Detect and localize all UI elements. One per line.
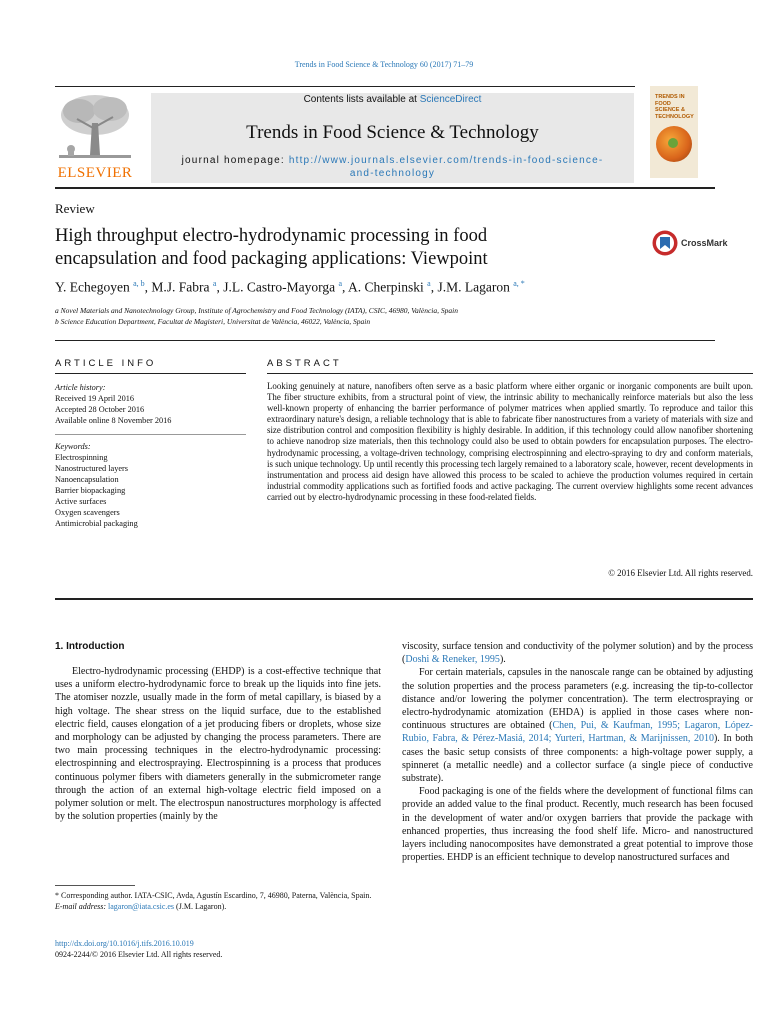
cover-title: TRENDS IN FOOD SCIENCE & TECHNOLOGY — [655, 94, 694, 120]
paragraph-text: ). — [499, 654, 506, 666]
keyword-item: Electrospinning — [55, 453, 108, 462]
body-paragraph: Electro-hydrodynamic processing (EHDP) is a cost-effective technique that uses a uniform electro-hydrodynamic force to break up the liquids into fine jets. The atomiser nozzle, usually made in the form of metal capillary, is biased by a high voltage. The shear stress on the liquid surface, due to the established electric field, causes elongation of a jet producing fibers or droplets, whose size and morphology can be adjusted by changing the process parameters. There are two main processing techniques in the electro-hydrodynamic processing: electrospinning and electrospraying. Electrospinning is a process that produces continuous polymer fibers with diameters generally in the submicrometer range through the action of an external high-voltage electric field imposed on a polymer solution or melt. The electrospun nanostructures morphology is affected by the solution properties (mainly by the — [55, 666, 381, 823]
email-suffix: (J.M. Lagaron). — [174, 901, 227, 911]
keyword-item: Nanoencapsulation — [55, 475, 119, 484]
journal-title: Trends in Food Science & Technology — [246, 122, 539, 143]
abstract-bottom-rule — [55, 598, 753, 600]
article-info-heading: ARTICLE INFO — [55, 358, 157, 369]
author-name[interactable]: J.M. Lagaron — [437, 279, 510, 295]
citation-link[interactable]: Chen, Pui, & Kaufman, 1995; Lagaron, López-Rubio, Fabra, & Pérez-Masiá, 2014; Yurteri, Hartman, & Marijnissen, 2010 — [402, 720, 754, 745]
author-affiliation-mark[interactable]: a — [212, 279, 217, 288]
elsevier-wordmark: ELSEVIER — [57, 165, 133, 181]
author-affiliation-mark[interactable]: a — [427, 279, 431, 288]
homepage-prefix: journal homepage: — [181, 155, 289, 166]
paragraph-text: For certain materials, capsules in the nanoscale range can be obtained by adjusting the solution properties and the process parameters (e.g. increasing the tip-to-collector distance and/or lowering the polymer concentration). The term electrospraying or electro-hydrodynamic atomization (EHDA) is applied in those cases where non-continuous structures are obtained ( — [402, 667, 753, 732]
article-info-rule — [55, 373, 246, 374]
author-name[interactable]: Y. Echegoyen — [55, 279, 130, 295]
sciencedirect-link[interactable]: ScienceDirect — [419, 94, 482, 105]
affiliation-a: a Novel Materials and Nanotechnology Group, Institute of Agrochemistry and Food Technology (IATA), CSIC, 46980, València, Spain — [55, 306, 458, 315]
header-top-rule — [55, 86, 635, 87]
paragraph-text: ). In both cases the basic setup consists of three components: a high-voltage power supply, a spinneret (a metallic needle) and a collector surface (a single piece of conductive substrate). — [402, 733, 753, 785]
citation-link[interactable]: Doshi & Reneker, 1995 — [405, 654, 500, 666]
accepted-date: Accepted 28 October 2016 — [55, 405, 145, 414]
article-type: Review — [55, 201, 95, 216]
homepage-link-part1[interactable]: http://www.journals.elsevier.com/trends-in-food-science- — [288, 155, 604, 166]
body-right-column — [402, 640, 753, 864]
paper-title-line2: encapsulation and food packaging applications: Viewpoint — [55, 249, 488, 269]
article-history — [55, 382, 255, 426]
crossmark-label: CrossMark — [681, 238, 728, 248]
issn-copyright: 0924-2244/© 2016 Elsevier Ltd. All rights reserved. — [55, 949, 223, 959]
paragraph-text: viscosity, surface tension and conductivity of the polymer solution) and by the process ( — [402, 641, 753, 666]
doi-link[interactable]: http://dx.doi.org/10.1016/j.tifs.2016.10.019 — [55, 939, 194, 948]
author-affiliation-mark[interactable]: a, * — [513, 279, 525, 288]
abstract-rule — [267, 373, 753, 374]
crossmark-icon — [652, 230, 678, 256]
body-paragraph: Food packaging is one of the fields where the development of functional films can provide an added value to the final product. Recently, much research has been focused in the development of water and/or oxygen barriers that provide the package with enhanced properties, thus increasing the food shelf life. Micro- and nanostructured layers including nanocomposites have demonstrated a great potential to improve those properties. EHDP is an efficient technique to develop nanostructured surfaces and — [402, 786, 753, 864]
keyword-item: Active surfaces — [55, 497, 107, 506]
section-heading-introduction: 1. Introduction — [55, 641, 125, 652]
author-name[interactable]: J.L. Castro-Mayorga — [223, 279, 336, 295]
email-label: E-mail address: — [55, 901, 109, 911]
journal-cover-image[interactable] — [650, 86, 698, 178]
author-separator: , — [216, 279, 224, 295]
affiliation-b: b Science Education Department, Facultat de Magisteri, Universitat de València, 46022, València, Spain — [55, 317, 371, 326]
paper-title — [55, 225, 615, 271]
keyword-item: Antimicrobial packaging — [55, 519, 138, 528]
keyword-item: Barrier biopackaging — [55, 486, 126, 495]
abstract-copyright: © 2016 Elsevier Ltd. All rights reserved. — [608, 568, 753, 578]
keyword-item: Oxygen scavengers — [55, 508, 120, 517]
corresponding-author-footnote — [55, 891, 381, 912]
body-left-column — [55, 665, 381, 823]
crossmark-badge[interactable] — [652, 230, 732, 260]
journal-homepage — [151, 154, 634, 180]
corresponding-author-text: * Corresponding author. IATA-CSIC, Avda, Agustín Escardino, 7, 46980, Paterna, València, Spain. — [55, 891, 372, 900]
author-name[interactable]: A. Cherpinski — [348, 279, 424, 295]
contents-prefix: Contents lists available at — [303, 94, 420, 105]
body-paragraph — [402, 640, 753, 666]
online-date: Available online 8 November 2016 — [55, 416, 172, 425]
author-name[interactable]: M.J. Fabra — [151, 279, 210, 295]
received-date: Received 19 April 2016 — [55, 394, 135, 403]
keywords-rule — [55, 434, 246, 435]
abstract-heading: ABSTRACT — [267, 358, 342, 369]
author-affiliation-mark[interactable]: a — [338, 279, 343, 288]
abstract-text: Looking genuinely at nature, nanofibers often serve as a basic platform where either organic or inorganic components are built upon. The fiber structure exhibits, from a structural point of view, the intrinsic ability to mechanically reinforce materials but also the less well-known property of enhancing the barrier performance of polymer matrices when applied smartly. To reproduce and tailor this extraordinary nature's design, a reliable technology that is able to fabricate fiber nanostructures from a variety of materials with size and size distribution control and composition flexibility is highly desirable. In addition, if this technology could allow nanofiber shortening to achieve nanodrop size materials, then this technology could also be used to obtain powders for encapsulation purposes. The electro-hydrodynamic processing, a voltage-driven technology, comprising electrospinning and electro-spraying to dry and conform materials, is such unique technology. Up until recently this processing tech largely remained to a laboratory scale, however, recent developments in instrumentation and process aid design have allowed this process to be scaled to achieve the production volumes required in certain industrial commodity applications such as fortified foods and active packaging. The current overview highlights some recent advances carried out by electro-hydrodynamic processing in these food-related fields. — [267, 381, 753, 502]
author-list — [55, 279, 655, 296]
cover-decoration — [668, 138, 678, 148]
contents-line — [151, 94, 634, 105]
header-bottom-rule — [55, 187, 715, 189]
keyword-item: Nanostructured layers — [55, 464, 129, 473]
author-separator: , — [342, 279, 349, 295]
keywords-label: Keywords: — [55, 442, 91, 451]
history-label: Article history: — [55, 383, 106, 392]
keywords-block — [55, 441, 255, 529]
email-link[interactable]: lagaron@iata.csic.es — [108, 901, 175, 911]
author-separator: , — [430, 279, 438, 295]
homepage-link-part2[interactable]: and-technology — [349, 168, 436, 179]
footnote-rule — [55, 885, 135, 886]
author-affiliation-mark[interactable]: a, b — [133, 279, 145, 288]
affiliation-rule — [55, 340, 715, 341]
body-paragraph — [402, 666, 753, 785]
doi-block — [55, 939, 222, 960]
author-separator: , — [144, 279, 152, 295]
paper-title-line1: High throughput electro-hydrodynamic processing in food — [55, 226, 488, 246]
journal-citation[interactable]: Trends in Food Science & Technology 60 (2017) 71–79 — [294, 60, 474, 69]
